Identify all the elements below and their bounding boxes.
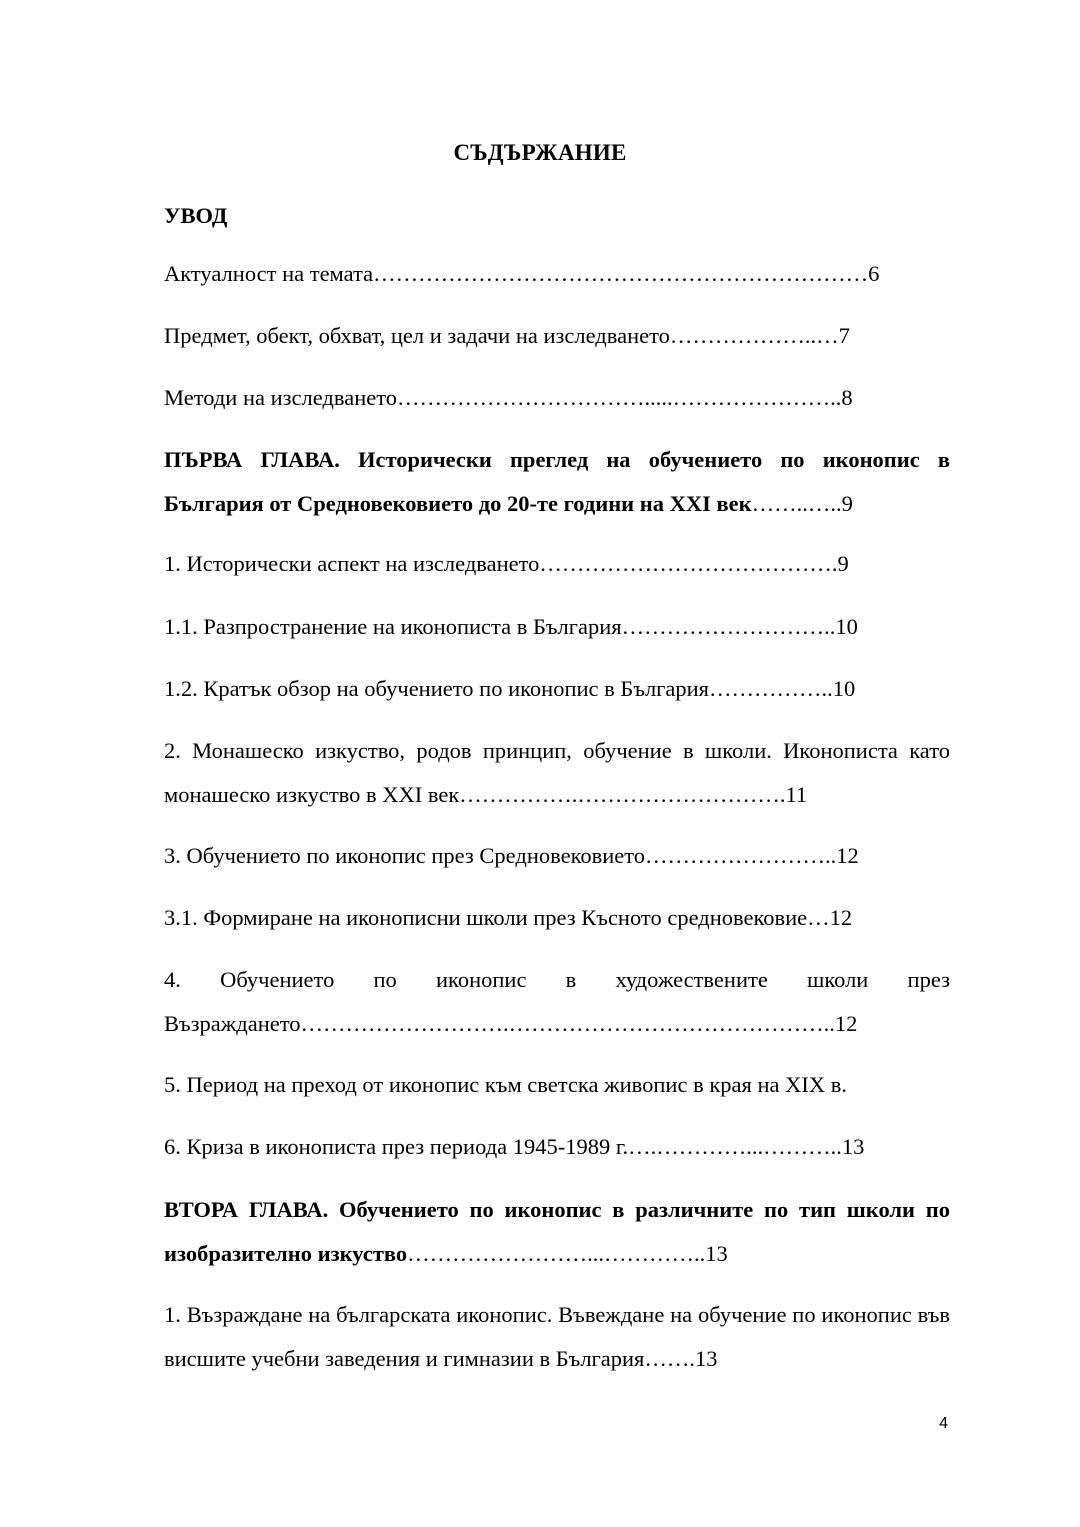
page-number: 4	[939, 1415, 948, 1432]
toc-chapter-one	[164, 438, 950, 526]
toc-entry-3: 3. Обучението по иконопис през Средновековието……………………..12	[164, 843, 859, 868]
toc-entry-3-1: 3.1. Формиране на иконописни школи през Късното средновековие…12	[164, 905, 853, 930]
page-title: СЪДЪРЖАНИЕ	[453, 140, 627, 165]
toc-entry-1: 1. Исторически аспект на изследването………………………………….9	[164, 551, 849, 576]
toc-entry-5: 5. Период на преход от иконопис към светска живопис в края на XIX в.	[164, 1072, 847, 1097]
toc-entry-4: 4. Обучението по иконопис в художествените школи през Възраждането……………………….……………………………………..12	[164, 967, 950, 1036]
toc-entry-methods: Методи на изследването…………………………….....…………………..8	[164, 385, 853, 410]
intro-heading: УВОД	[164, 203, 228, 228]
toc-entry-2: 2. Монашеско изкуство, родов принцип, обучение в школи. Иконописта като монашеско изкуство в XXI век…………….……………………….11	[164, 738, 950, 807]
toc-entry-1-2: 1.2. Кратък обзор на обучението по иконопис в България……………..10	[164, 676, 856, 701]
toc-entry-6: 6. Криза в иконописта през периода 1945-1989 г.….…………...………..13	[164, 1134, 865, 1159]
toc-entry-relevance: Актуалност на темата…………………………………………………………6	[164, 261, 880, 286]
toc-entry-1-1: 1.1. Разпространение на иконописта в България………………………..10	[164, 614, 858, 639]
toc-entry-subject: Предмет, обект, обхват, цел и задачи на изследването………………..…7	[164, 323, 850, 348]
chapter-one-title: ПЪРВА ГЛАВА. Исторически преглед на обучението по иконопис в България от Средновековието до 20-те години на XXI век	[164, 447, 950, 516]
chapter-two-title: ВТОРА ГЛАВА. Обучението по иконопис в различните по тип школи по изобразително изкуство	[164, 1197, 950, 1266]
chapter-one-page: ……..…..9	[751, 491, 853, 516]
chapter-two-page: ……………………...…………..13	[407, 1241, 728, 1266]
toc-chapter-two	[164, 1188, 950, 1276]
toc-entry-ch2-1: 1. Възраждане на българската иконопис. Въвеждане на обучение по иконопис във висшите учебни заведения и гимназии в България…….13	[164, 1302, 950, 1371]
